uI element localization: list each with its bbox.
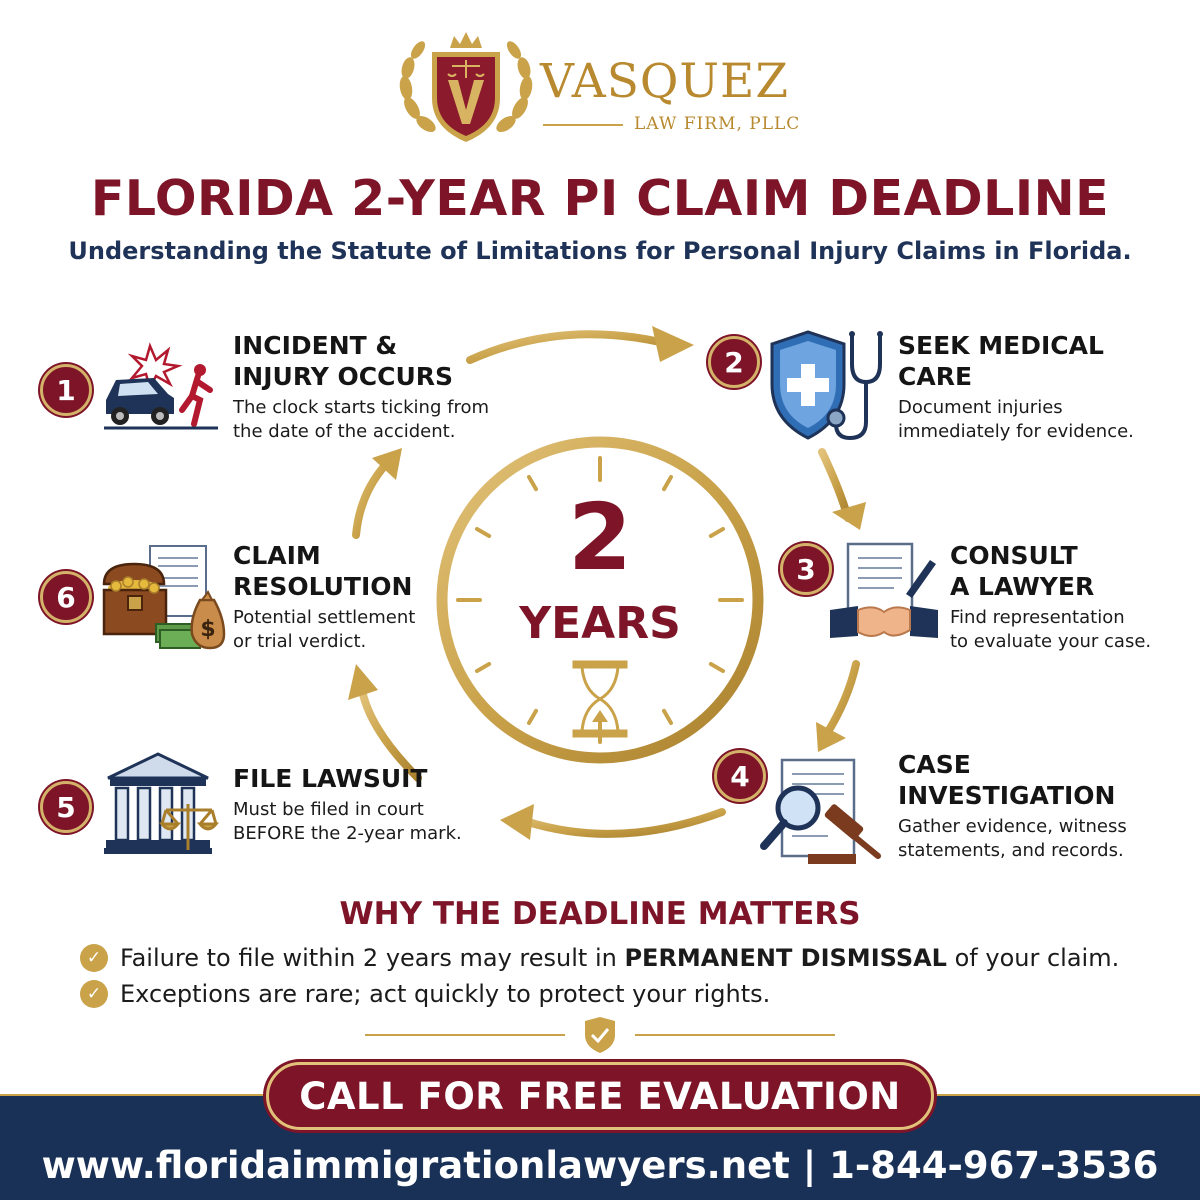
arrow-6-1 <box>356 462 388 535</box>
clock-tick <box>477 529 489 536</box>
hourglass-icon <box>574 662 626 736</box>
brand-subtitle: LAW FIRM, PLLC <box>634 114 801 134</box>
step-desc-4 <box>898 815 1127 863</box>
step-badge-3: 3 <box>780 543 832 595</box>
step-badge-1: 1 <box>40 364 92 416</box>
step-heading-line: CASE <box>898 750 971 779</box>
step-desc-6 <box>233 606 415 654</box>
check-icon: ✓ <box>80 944 108 972</box>
brand-name: VASQUEZ <box>540 54 789 109</box>
step-desc-line: Gather evidence, witness <box>898 816 1127 837</box>
step-desc-line: statements, and records. <box>898 840 1124 861</box>
step-desc-line: Document injuries <box>898 397 1063 418</box>
step-heading-line: INVESTIGATION <box>898 781 1116 810</box>
why-title: WHY THE DEADLINE MATTERS <box>339 896 861 932</box>
why-text-before: Exceptions are rare; act quickly to protect your rights. <box>120 980 771 1008</box>
clock-tick <box>664 477 671 489</box>
arrow-3-4 <box>826 664 856 735</box>
step-heading-2 <box>898 330 1104 392</box>
step-heading-line: INJURY OCCURS <box>233 362 454 391</box>
step-desc-line: immediately for evidence. <box>898 421 1134 442</box>
step-heading-line: CLAIM <box>233 541 321 570</box>
courthouse-scales-icon <box>104 752 220 856</box>
step-badge-5: 5 <box>40 781 92 833</box>
step-desc-3 <box>950 606 1151 654</box>
clock-tick <box>711 529 723 536</box>
svg-text:$: $ <box>200 617 216 642</box>
step-heading-line: FILE LAWSUIT <box>233 764 428 793</box>
why-text-bold: PERMANENT DISMISSAL <box>624 944 947 972</box>
firm-logo <box>396 28 816 148</box>
clock-tick <box>711 664 723 671</box>
step-desc-line: the date of the accident. <box>233 421 456 442</box>
step-desc-line: Potential settlement <box>233 607 416 628</box>
why-text-before: Failure to file within 2 years may result in <box>120 944 625 972</box>
step-heading-line: CARE <box>898 362 973 391</box>
step-desc-line: Must be filed in court <box>233 799 424 820</box>
page-title: FLORIDA 2-YEAR PI CLAIM DEADLINE <box>90 170 1110 227</box>
step-heading-1 <box>233 330 453 392</box>
cta-button[interactable]: CALL FOR FREE EVALUATION <box>266 1062 934 1130</box>
step-desc-5 <box>233 798 462 846</box>
page-subtitle: Understanding the Statute of Limitations for Personal Injury Claims in Florida. <box>68 237 1132 265</box>
step-heading-line: CONSULT <box>950 541 1078 570</box>
check-icon: ✓ <box>80 980 108 1008</box>
medical-shield-stethoscope-icon <box>768 330 888 446</box>
step-desc-line: The clock starts ticking from <box>233 397 489 418</box>
clock-tick <box>664 711 671 723</box>
step-heading-line: RESOLUTION <box>233 572 413 601</box>
step-heading-line: SEEK MEDICAL <box>898 331 1104 360</box>
handshake-document-icon <box>828 540 940 652</box>
crest-icon <box>396 28 536 148</box>
why-item-1 <box>80 944 1119 972</box>
arrow-4-5 <box>528 812 722 834</box>
step-desc-1 <box>233 396 489 444</box>
step-heading-5 <box>233 763 427 794</box>
contact-info[interactable]: www.floridaimmigrationlawyers.net | 1-844-967-3536 <box>41 1144 1159 1187</box>
step-badge-2: 2 <box>708 336 760 388</box>
clock-tick <box>529 711 536 723</box>
magnifier-gavel-icon <box>758 756 890 868</box>
divider-shield-icon <box>365 1015 835 1055</box>
step-desc-line: or trial verdict. <box>233 631 367 652</box>
step-heading-3 <box>950 540 1094 602</box>
years-number: 2 <box>567 484 632 591</box>
years-label: YEARS <box>519 598 681 649</box>
step-heading-4 <box>898 749 1115 811</box>
step-heading-line: INCIDENT & <box>233 331 398 360</box>
arrow-1-2 <box>470 334 660 360</box>
step-heading-6 <box>233 540 412 602</box>
step-desc-line: Find representation <box>950 607 1125 628</box>
clock-tick <box>529 477 536 489</box>
why-text <box>120 944 1119 972</box>
car-crash-icon <box>102 338 220 434</box>
step-badge-6: 6 <box>40 571 92 623</box>
clock-tick <box>477 664 489 671</box>
why-text <box>120 980 770 1008</box>
arrow-2-3 <box>822 452 848 518</box>
step-heading-line: A LAWYER <box>950 572 1095 601</box>
brand-divider <box>543 124 623 126</box>
why-item-2 <box>80 980 770 1008</box>
step-desc-line: BEFORE the 2-year mark. <box>233 823 462 844</box>
step-desc-2 <box>898 396 1134 444</box>
step-desc-line: to evaluate your case. <box>950 631 1152 652</box>
treasure-chest-money-icon <box>100 544 226 654</box>
step-badge-4: 4 <box>714 750 766 802</box>
why-text-after: of your claim. <box>946 944 1120 972</box>
